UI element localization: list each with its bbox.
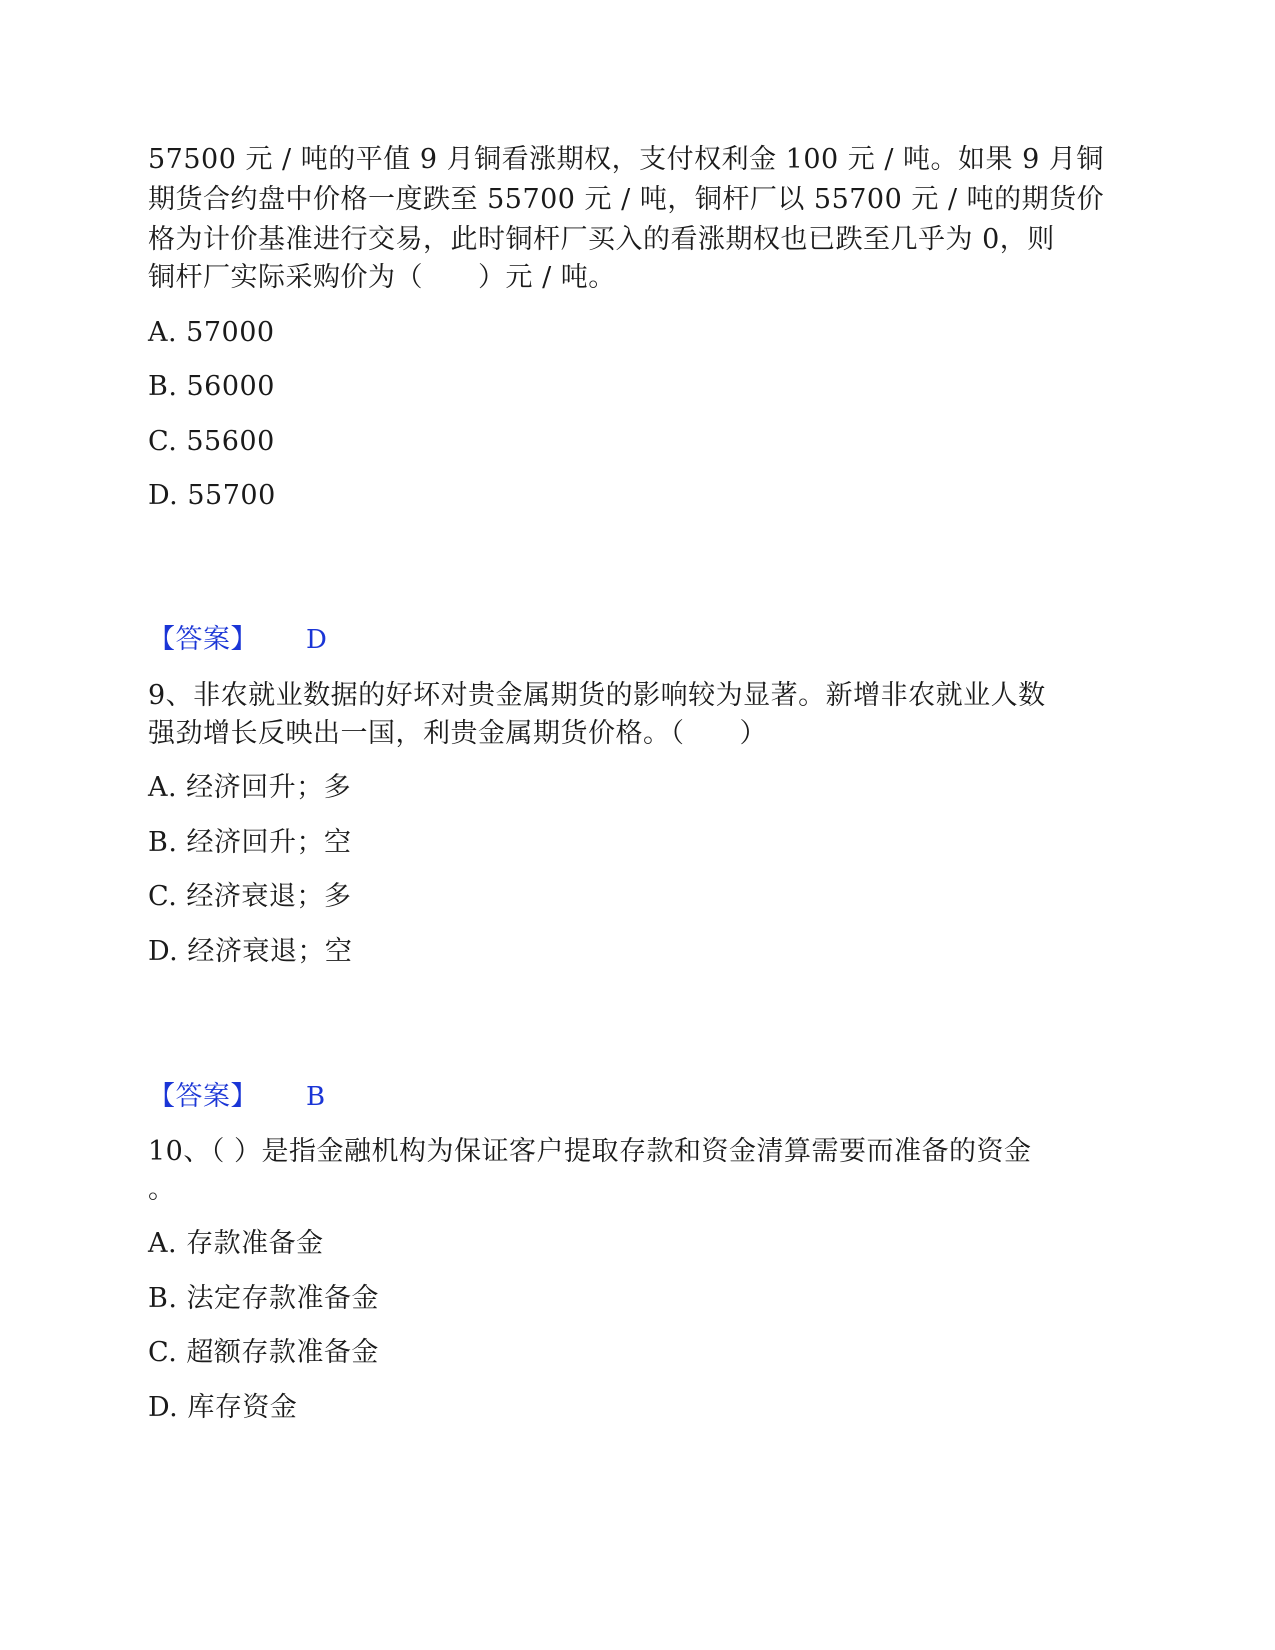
question-text-line: 铜杆厂实际采购价为（ ）元 / 吨。 <box>148 262 616 293</box>
option-a: A. 存款准备金 <box>148 1228 324 1259</box>
answer-row <box>148 1077 326 1117</box>
question-text-line: 9、非农就业数据的好坏对贵金属期货的影响较为显著。新增非农就业人数 <box>148 680 1046 711</box>
question-text-line: 强劲增长反映出一国，利贵金属期货价格。（ ） <box>148 718 767 749</box>
document-page <box>148 0 1128 1650</box>
option-b: B. 56000 <box>148 371 275 402</box>
question-text-line: 57500 元 / 吨的平值 9 月铜看涨期权，支付权利金 100 元 / 吨。如果 9 月铜 <box>148 144 1104 175</box>
question-text-line: 期货合约盘中价格一度跌至 55700 元 / 吨，铜杆厂以 55700 元 / 吨的期货价 <box>148 184 1105 215</box>
question-text-line: 格为计价基准进行交易，此时铜杆厂买入的看涨期权也已跌至几乎为 0，则 <box>148 224 1055 255</box>
option-a: A. 经济回升；多 <box>148 772 352 803</box>
question-text-line: 。 <box>148 1174 176 1205</box>
option-d: D. 库存资金 <box>148 1392 298 1423</box>
answer-row <box>148 620 327 660</box>
question-text-line: 10、（ ）是指金融机构为保证客户提取存款和资金清算需要而准备的资金 <box>148 1136 1032 1167</box>
option-a: A. 57000 <box>148 317 275 348</box>
answer-value: B <box>306 1082 326 1112</box>
option-b: B. 法定存款准备金 <box>148 1283 380 1314</box>
option-b: B. 经济回升；空 <box>148 827 352 858</box>
option-c: C. 超额存款准备金 <box>148 1337 379 1368</box>
option-d: D. 经济衰退；空 <box>148 936 353 967</box>
option-c: C. 55600 <box>148 426 275 457</box>
answer-label: 【答案】 <box>148 1081 258 1112</box>
option-c: C. 经济衰退；多 <box>148 881 352 912</box>
answer-value: D <box>306 625 328 655</box>
answer-label: 【答案】 <box>148 624 258 655</box>
option-d: D. 55700 <box>148 480 276 511</box>
